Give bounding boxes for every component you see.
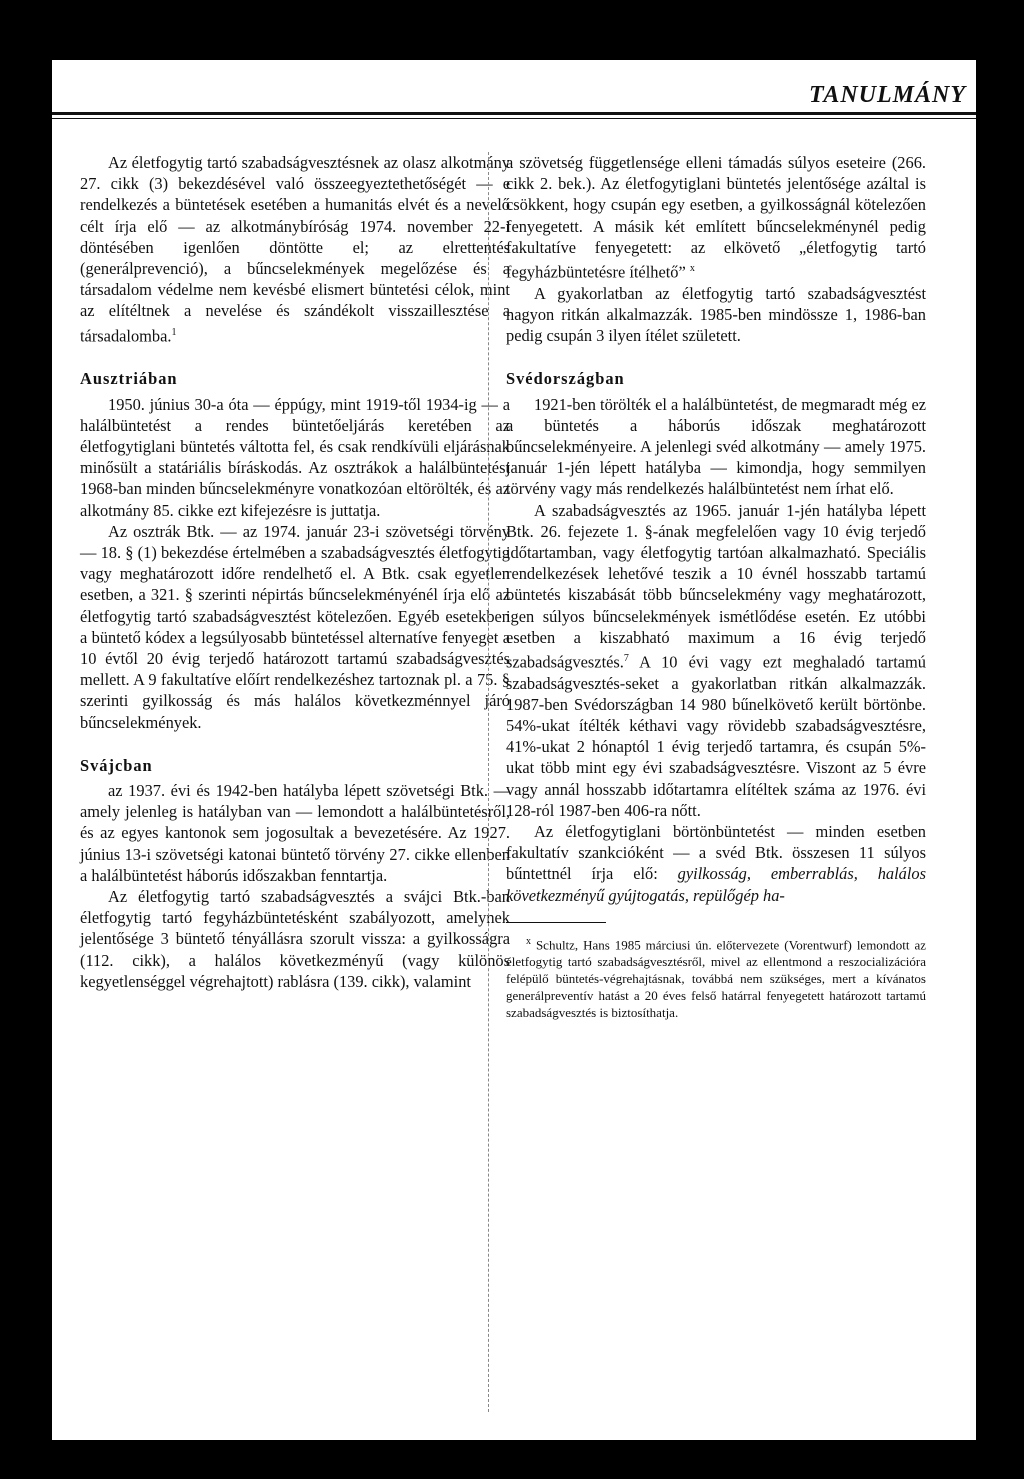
- practice-paragraph: A gyakorlatban az életfogytig tartó szabadságvesztést nagyon ritkán alkalmazzák. 1985-ben mindössze 1, 1986-ban pedig csupán 3 ilyen ítélet született.: [506, 283, 926, 346]
- heading-switzerland: Svájcban: [80, 755, 153, 775]
- left-column: [80, 152, 510, 992]
- footnote-ref: x: [689, 263, 695, 275]
- swiss-paragraph-1: az 1937. évi és 1942-ben hatályba lépett szövetségi Btk. — amely jelenleg is hatályban van — lemondott a halálbüntetésről, és az egyes kantonok sem jogosultak a bevezetésére. Az 1927. június 13-i szövetségi katonai büntető törvény 27. cikke ellenben a halálbüntetést háborús időszakban fenntartja.: [80, 780, 510, 885]
- sweden-paragraph-1: 1921-ben törölték el a halálbüntetést, de megmaradt még ez a büntetés a háborús időszak meghatározott bűncselekményeire. A jelenlegi svéd alkotmány — amely 1975. január 1-jén lépett hatályba — kimondja, hogy semmilyen törvény vagy más rendelkezés halálbüntetést nem írhat elő.: [506, 394, 926, 499]
- continued-paragraph: a szövetség függetlensége elleni támadás súlyos eseteire (266. cikk 2. bek.). Az életfogytiglani büntetés jelentősége azáltal is csökkent, hogy csupán egy esetben, a gyilkosságnál kötelezően fenyegetett. A másik két említett bűncselekménynél pedig fakultatíve fenyegetett: az elkövető „életfogytig tartó fegyházbüntetésre ítélhető” $^x$: [506, 153, 926, 282]
- heading-austria: Ausztriában: [80, 369, 178, 389]
- footnote: $^x$ Schultz, Hans 1985 márciusi ún. előtervezete (Vorentwurf) lemondott az életfogytig tartó szabadságvesztésről, mivel az ellentmond a reszocializációra felépülő büntetés-végrehajtásnak, továbbá nem szükséges, mert a kívánatos generálpreventív hatást a 20 éves felső határral fenyegetett határozott tartamú szabadságvesztés is biztosíthatja.: [506, 935, 926, 1021]
- footnote-rule: [506, 922, 606, 923]
- footnote-ref: 1: [171, 326, 177, 338]
- header-rule-thin: [52, 118, 976, 119]
- column-divider: [488, 152, 489, 1412]
- sweden-paragraph-2: A szabadságvesztés az 1965. január 1-jén hatályba lépett Btk. 26. fejezete 1. §-ának megfelelően vagy 10 évig terjedő időtartamban, vagy életfogytig tartóan alkalmazható. Speciális rendelkezések lehetővé teszik a 10 évnél hosszabb tartamú büntetés kiszabását több bűncselekmény vagy meghatározott, igen súlyos bűncselekmények ismétlődése esetén. Ez utóbbi esetben a kiszabható maximum a 16 évig terjedő szabadságvesztés.$^7$ A 10 évi vagy ezt meghaladó tartamú szabadságvesztés-seket a gyakorlatban ritkán alkalmazzák. 1987-ben Svédországban 14 980 bűnelkövető került börtönbe. 54%-ukat ítélték kéthavi vagy rövidebb szabadságvesztésre, 41%-ukat 2 hónaptól 1 évig terjedő tartamra, és csupán 5%-ukat több mint egy évi szabadságvesztésre. Viszont az 5 évre vagy annál hosszabb időtartamra elítéltek száma az 1976. évi 128-ról 1987-ben 406-ra nőtt.: [506, 500, 926, 820]
- right-column: [506, 152, 926, 1021]
- intro-paragraph: Az életfogytig tartó szabadságvesztésnek az olasz alkotmány 27. cikk (3) bekezdésével való összeegyeztethetőségét — e rendelkezés a büntetések esetében a humanitás elvét és a nevelő célt írja elő — az alkotmánybíróság 1974. november 22-i döntésében igenlően döntötte el; az elrettentés (generálprevenció), a bűncselekmények megelőzése és a társadalom védelme nem kevésbé elismert büntetési célok, mint az elítéltnek a nevelése és szándékolt visszaillesztése a társadalomba.$^1$: [80, 153, 510, 346]
- footnote-mark: x: [526, 935, 531, 947]
- heading-sweden: Svédországban: [506, 369, 625, 389]
- austria-paragraph-2: Az osztrák Btk. — az 1974. január 23-i szövetségi törvény — 18. § (1) bekezdése értelmében a szabadságvesztés életfogytig vagy meghatározott időre rendelhető el. A Btk. csak egyetlen esetben, a 321. § szerinti népirtás bűncselekményénél írja elő az életfogytig tartó szabadságvesztést kötelezően. Egyéb esetekben a büntető kódex a legsúlyosabb büntetéssel alternatíve fenyeget a 10 évtől 20 évig terjedő határozott tartamú szabadságvesztés mellett. A 9 fakultatíve előírt rendelkezéshez tartoznak pl. a 75. § szerinti gyilkosság és más halálos következménnyel járó bűncselekmények.: [80, 521, 510, 732]
- swiss-paragraph-2: Az életfogytig tartó szabadságvesztés a svájci Btk.-ban életfogytig tartó fegyházbüntetésként szabályozott, amelynek jelentősége 3 büntető tényállásra szorult vissza: a gyilkosságra (112. cikk), a halálos következményű (vagy különös kegyetlenséggel végrehajtott) rablásra (139. cikk), valamint: [80, 886, 510, 991]
- sweden-paragraph-3: Az életfogytiglani börtönbüntetést — minden esetben fakultatív szankcióként — a svéd Btk. összesen 11 súlyos bűntettnél írja elő: gyilkosság, emberrablás, halálos következményű gyújtogatás, repülőgép ha-: [506, 822, 926, 905]
- section-header: TANULMÁNY: [808, 82, 966, 108]
- austria-paragraph-1: 1950. június 30-a óta — éppúgy, mint 1919-től 1934-ig — a halálbüntetést a rendes büntetőeljárás keretében az életfogytiglani büntetés váltotta fel, és csak rendkívüli eljárásnak minősült a statáriális bíráskodás. Az osztrákok a halálbüntetést 1968-ban minden bűncselekményre vonatkozóan eltörölték, és az alkotmány 85. cikke ezt kifejezésre is juttatja.: [80, 394, 510, 520]
- document-page: [52, 60, 976, 1440]
- header-rule-thick: [52, 112, 976, 115]
- footnote-ref: 7: [623, 652, 629, 664]
